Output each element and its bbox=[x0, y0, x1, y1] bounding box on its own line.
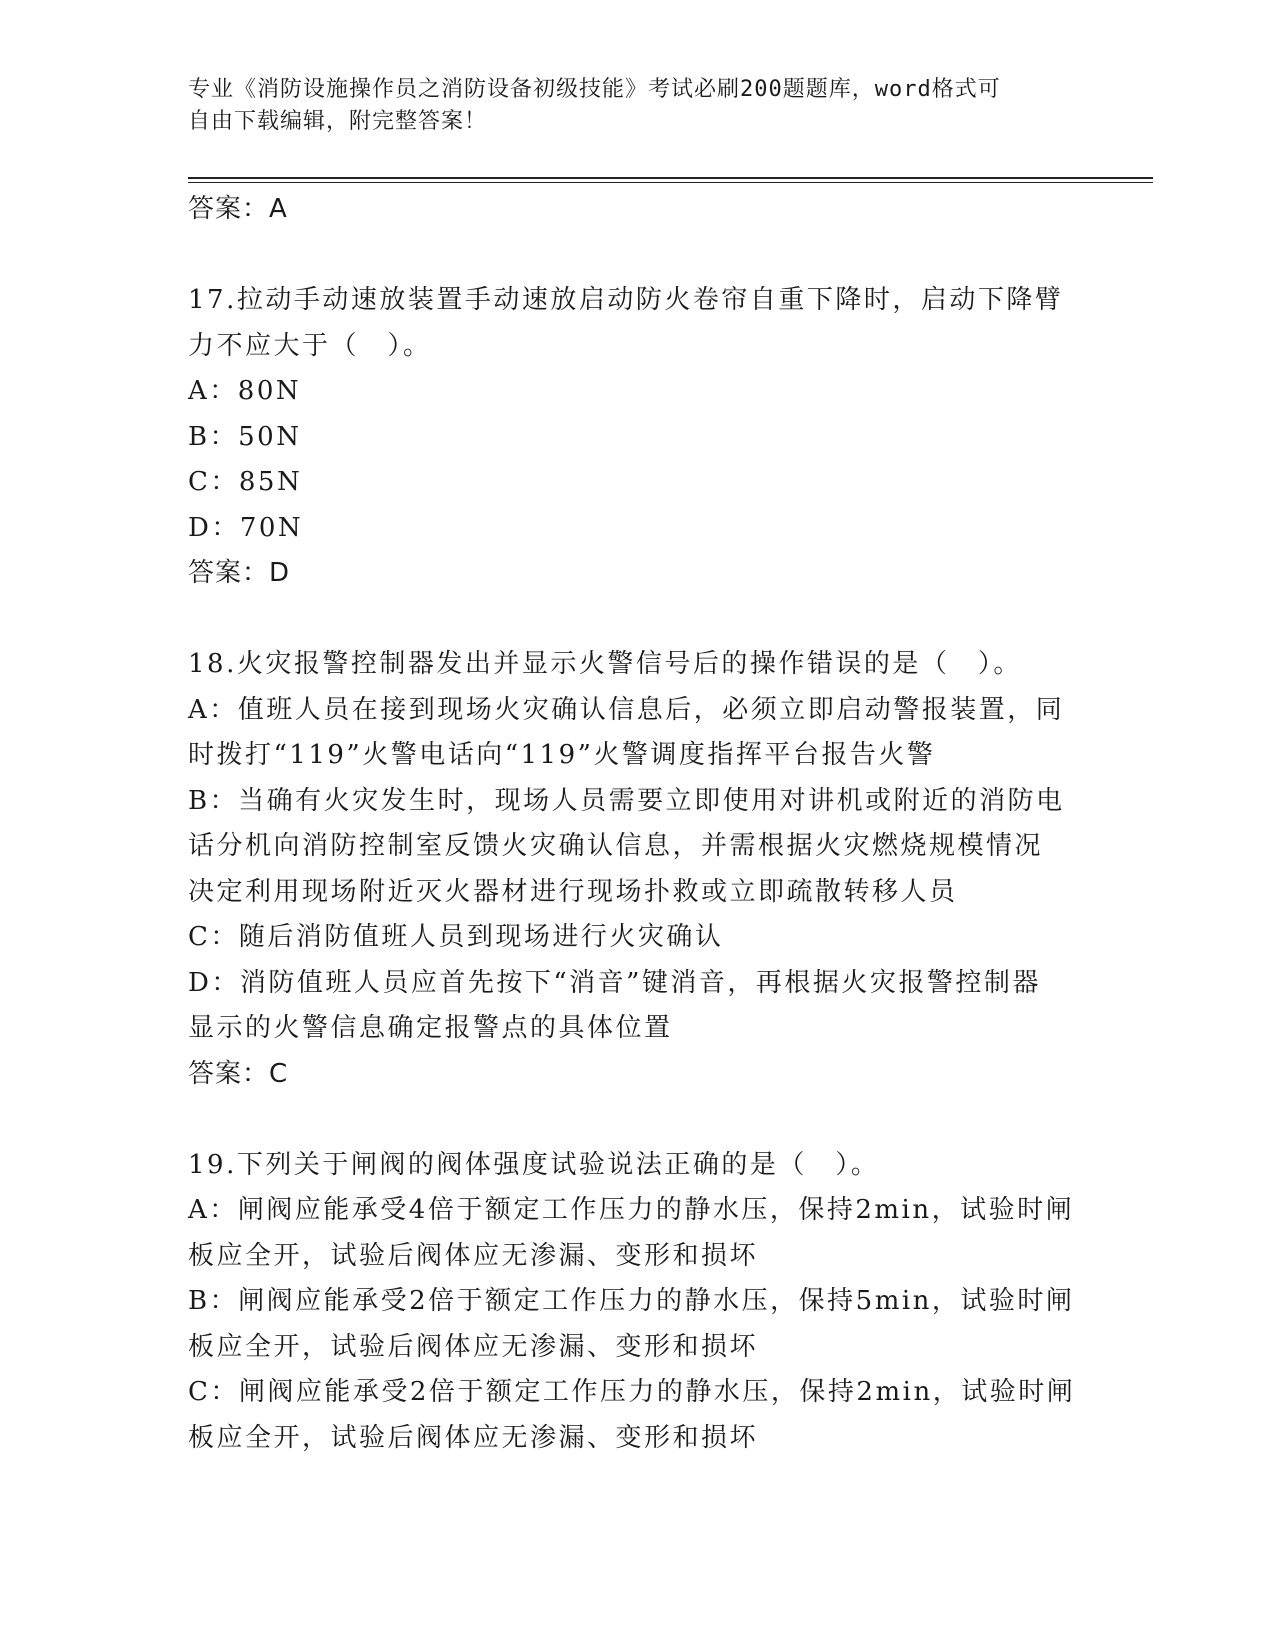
page-header bbox=[188, 74, 1068, 138]
option-b-cont: 决定利用现场附近灭火器材进行现场扑救或立即疏散转移人员 bbox=[188, 876, 958, 907]
option-b-cont: 板应全开，试验后阀体应无渗漏、变形和损坏 bbox=[188, 1331, 759, 1362]
option-a: A：值班人员在接到现场火灾确认信息后，必须立即启动警报装置，同 bbox=[188, 694, 1065, 725]
option-c: C：85N bbox=[188, 467, 303, 497]
question-stem: 19.下列关于闸阀的阀体强度试验说法正确的是（ ）。 bbox=[188, 1149, 880, 1180]
question-18 bbox=[188, 642, 1078, 1097]
answer-line: 答案：D bbox=[188, 558, 291, 588]
header-line-2: 自由下载编辑，附完整答案！ bbox=[188, 109, 488, 134]
spacer bbox=[188, 233, 1078, 279]
option-d-cont: 显示的火警信息确定报警点的具体位置 bbox=[188, 1013, 673, 1043]
spacer bbox=[188, 1097, 1078, 1143]
question-stem: 18.火灾报警控制器发出并显示火警信号后的操作错误的是（ ）。 bbox=[188, 649, 1022, 679]
question-19 bbox=[188, 1143, 1078, 1462]
question-stem: 力不应大于（ ）。 bbox=[188, 330, 432, 361]
option-a: A：80N bbox=[188, 376, 302, 406]
option-d: D：消防值班人员应首先按下“消音”键消音，再根据火灾报警控制器 bbox=[188, 967, 1041, 998]
header-rule-thick bbox=[188, 177, 1153, 179]
option-d: D：70N bbox=[188, 512, 304, 543]
option-a-cont: 时拨打“119”火警电话向“119”火警调度指挥平台报告火警 bbox=[188, 740, 936, 770]
document-body bbox=[188, 187, 1078, 1461]
option-b-cont: 话分机向消防控制室反馈火灾确认信息，并需根据火灾燃烧规模情况 bbox=[188, 831, 1044, 861]
option-b: B：闸阀应能承受2倍于额定工作压力的静水压，保持5min，试验时闸 bbox=[188, 1286, 1075, 1316]
question-17 bbox=[188, 278, 1078, 597]
option-a-cont: 板应全开，试验后阀体应无渗漏、变形和损坏 bbox=[188, 1240, 759, 1271]
option-b: B：50N bbox=[188, 421, 302, 452]
option-c: C：闸阀应能承受2倍于额定工作压力的静水压，保持2min，试验时闸 bbox=[188, 1377, 1076, 1407]
option-c-cont: 板应全开，试验后阀体应无渗漏、变形和损坏 bbox=[188, 1422, 759, 1453]
header-rule-thin bbox=[188, 182, 1153, 183]
option-c: C：随后消防值班人员到现场进行火灾确认 bbox=[188, 922, 724, 952]
option-a: A：闸阀应能承受4倍于额定工作压力的静水压，保持2min，试验时闸 bbox=[188, 1195, 1075, 1225]
header-line-1: 专业《消防设施操作员之消防设备初级技能》考试必刷200题题库，word格式可 bbox=[188, 77, 1001, 102]
option-b: B：当确有火灾发生时，现场人员需要立即使用对讲机或附近的消防电 bbox=[188, 785, 1065, 816]
answer-line: 答案：C bbox=[188, 1058, 289, 1089]
previous-answer: 答案：A bbox=[188, 194, 288, 224]
spacer bbox=[188, 597, 1078, 643]
question-stem: 17.拉动手动速放装置手动速放启动防火卷帘自重下降时，启动下降臂 bbox=[188, 285, 1064, 315]
